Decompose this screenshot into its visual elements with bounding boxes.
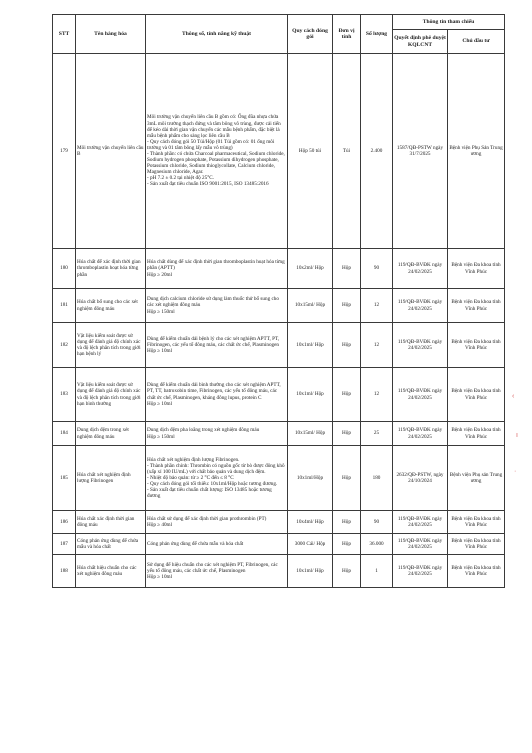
header-investor: Chủ đầu tư — [448, 30, 505, 54]
procurement-table — [52, 14, 505, 588]
spec-line: - Sản xuất đạt tiêu chuẩn ISO 9001:2015, ISO 13485:2016 — [147, 181, 269, 188]
spec-line: Hộp ≥ 10ml — [147, 348, 173, 355]
spec-line: Dung dịch đệm pha loãng trong xét nghiệm đông máu — [147, 427, 260, 434]
row-packing: 10x1ml/Hộp — [288, 446, 333, 511]
row-product-name: Hóa chất hiệu chuẩn cho các xét nghiệm đông máu — [76, 555, 146, 588]
spec-line: Hộp ≥ 40ml — [147, 522, 173, 528]
table-row — [53, 555, 505, 588]
row-specs — [146, 289, 288, 323]
row-investor: Bệnh viện Đa khoa tỉnh Vĩnh Phúc — [448, 422, 505, 446]
spec-line: Dùng để kiểm chuẩn dải bệnh lý cho các xét nghiệm APTT, PT, Fibrinogen, các yếu tố đông máu, các chất ức chế, Plasminogen — [147, 335, 280, 348]
row-specs — [146, 54, 288, 249]
row-product-name: Môi trường vận chuyển liên cầu B — [76, 54, 146, 249]
header-unit: Đơn vị tính — [333, 15, 361, 54]
row-quantity: 90 — [361, 511, 393, 534]
row-packing: 10x1ml/ Hộp — [288, 323, 333, 368]
table-row — [53, 249, 505, 289]
row-quantity: 12 — [361, 368, 393, 422]
row-investor: Bệnh viện Đa khoa tỉnh Vĩnh Phúc — [448, 511, 505, 534]
row-unit: Hộp — [333, 511, 361, 534]
row-product-name: Hóa chất xác định thời gian đông máu — [76, 511, 146, 534]
margin-mark-icon: ı — [516, 432, 518, 439]
spec-line: Hộp ≥ 150ml — [147, 433, 175, 440]
row-decision: 119/QĐ-BVĐK ngày 24/02/2025 — [393, 555, 448, 588]
table-row — [53, 446, 505, 511]
spec-line: - Quy cách đóng gói 50 Túi/Hộp (01 Túi gồm có: 01 ống môi trường và 01 tăm bông lấy mẫu vô trùng) — [147, 138, 275, 151]
row-stt: 187 — [53, 534, 76, 555]
spec-line: Hóa chất sử dụng để xác định thời gian prothrombin (PT) — [147, 515, 267, 522]
spec-line: Hóa chất xét nghiệm định lượng Fibrinogen. — [147, 456, 240, 463]
spec-line: Môi trường vận chuyển liên cầu B gồm có: Ống đũa nhựa chứa 3mL môi trường thạch đứng và tăm bông vô trùng, được cải tiến để kéo dài thời gian vận chuyển các mẫu bệnh phẩm, đặc biệt là mẫu bệnh phẩm cho sàng lọc liên cầu B — [147, 114, 281, 139]
header-packing: Quy cách đóng gói — [288, 15, 333, 54]
table-row — [53, 422, 505, 446]
row-stt: 188 — [53, 555, 76, 588]
table-row — [53, 289, 505, 323]
row-investor: Bệnh viện Đa khoa tỉnh Vĩnh Phúc — [448, 249, 505, 289]
spec-line: Cóng phản ứng dùng để chứa mẫu và hóa chất — [147, 540, 244, 547]
row-stt: 181 — [53, 289, 76, 323]
row-product-name: Vật liệu kiểm soát được sử dụng để đánh giá độ chính xác và độ lệch phân tích trong giới hạn bệnh lý — [76, 323, 146, 368]
table-body — [53, 54, 505, 588]
table-row — [53, 323, 505, 368]
spec-line: - Thành phần chính: Thrombin có nguồn gốc từ bò được đông khô (xấp xỉ 100 IU/mL) với chất bảo quản và dung dịch đệm. — [147, 462, 285, 475]
row-stt: 184 — [53, 422, 76, 446]
row-specs — [146, 422, 288, 446]
row-unit: Hộp — [333, 289, 361, 323]
row-stt: 183 — [53, 368, 76, 422]
row-specs — [146, 555, 288, 588]
header-stt: STT — [53, 15, 76, 54]
row-packing: 10x2ml/ Hộp — [288, 249, 333, 289]
row-stt: 180 — [53, 249, 76, 289]
row-unit: Hộp — [333, 368, 361, 422]
row-investor: Bệnh viện Đa khoa tỉnh Vĩnh Phúc — [448, 368, 505, 422]
header-specs: Thông số, tính năng kỹ thuật — [146, 15, 288, 54]
row-quantity: 2.400 — [361, 54, 393, 249]
row-decision: 2632/QĐ-PSTW, ngày 24/10/2024 — [393, 446, 448, 511]
row-product-name: Cóng phản ứng dùng để chứa mẫu và hóa chất — [76, 534, 146, 555]
header-decision: Quyết định phê duyệt KQLCNT — [393, 30, 448, 54]
row-product-name: Hóa chất xét nghiệm định lượng Fibrinogen — [76, 446, 146, 511]
spec-line: Dung dịch calcium chloride sử dụng làm thuốc thử bổ sung cho các xét nghiệm đông máu — [147, 296, 279, 309]
table-row — [53, 368, 505, 422]
row-decision: 119/QĐ-BVĐK ngày 24/02/2025 — [393, 511, 448, 534]
row-quantity: 25 — [361, 422, 393, 446]
row-decision: 119/QĐ-BVĐK ngày 24/02/2025 — [393, 534, 448, 555]
row-decision: 119/QĐ-BVĐK ngày 24/02/2025 — [393, 368, 448, 422]
table-row — [53, 511, 505, 534]
header-quantity: Số lượng — [361, 15, 393, 54]
row-investor: Bệnh viện Đa khoa tỉnh Vĩnh Phúc — [448, 534, 505, 555]
row-unit: Hộp — [333, 323, 361, 368]
row-specs — [146, 249, 288, 289]
row-unit: Hộp — [333, 555, 361, 588]
row-decision: 119/QĐ-BVĐK ngày 24/02/2025 — [393, 249, 448, 289]
header-product-name: Tên hàng hóa — [76, 15, 146, 54]
row-quantity: 12 — [361, 289, 393, 323]
row-unit: Hộp — [333, 534, 361, 555]
spec-line: Hộp ≥ 150ml — [147, 308, 175, 315]
row-quantity: 12 — [361, 323, 393, 368]
row-investor: Bệnh viện Phụ sản Trung ương — [448, 446, 505, 511]
row-unit: Hộp — [333, 446, 361, 511]
row-investor: Bệnh viện Đa khoa tỉnh Vĩnh Phúc — [448, 555, 505, 588]
margin-mark-icon: · — [514, 468, 517, 475]
row-packing: 10x15ml/ Hộp — [288, 422, 333, 446]
row-quantity: 1 — [361, 555, 393, 588]
table-row — [53, 54, 505, 249]
row-specs — [146, 511, 288, 534]
row-product-name: Hóa chất để xác định thời gian thromboplastin hoạt hóa từng phần — [76, 249, 146, 289]
spec-line: - Sản xuất đạt tiêu chuẩn chất lượng: ISO 13485 hoặc tương đương — [147, 487, 272, 500]
spec-line: - Nhiệt độ bảo quản: từ ≥ 2 °C đến ≤ 8 °C — [147, 474, 234, 481]
row-stt: 179 — [53, 54, 76, 249]
table-header — [53, 15, 505, 54]
row-decision: 119/QĐ-BVĐK ngày 24/02/2025 — [393, 289, 448, 323]
spec-line: Hộp ≥ 20ml — [147, 271, 173, 278]
row-stt: 185 — [53, 446, 76, 511]
row-decision: 119/QĐ-BVĐK ngày 24/02/2025 — [393, 422, 448, 446]
document-page — [52, 14, 504, 588]
row-packing: Hộp 50 túi — [288, 54, 333, 249]
spec-line: Hộp ≥ 10ml — [147, 574, 173, 581]
table-row — [53, 534, 505, 555]
row-packing: 10x15ml/ Hộp — [288, 289, 333, 323]
margin-mark-icon: ‹ — [512, 393, 515, 400]
row-product-name: Dung dịch đệm trong xét nghiệm đông máu — [76, 422, 146, 446]
row-packing: 3000 Cái/ Hộp — [288, 534, 333, 555]
row-quantity: 36.000 — [361, 534, 393, 555]
spec-line: Sử dụng để hiệu chuẩn cho các xét nghiệm PT, Fibrinogen, các yếu tố đông máu, các chất ức chế, Plasminogen — [147, 561, 278, 574]
spec-line: Hóa chất dùng để xác định thời gian thromboplastin hoạt hóa từng phần (APTT) — [147, 259, 285, 272]
spec-line: Dùng để kiểm chuẩn dải bình thường cho các xét nghiệm APTT, PT, TT, batroxobin time, Fibrinogen, các yếu tố đông máu, các chất ức chế, Plasminogen, kháng đông lupus, protein C — [147, 382, 281, 401]
row-investor: Bệnh viện Phụ Sản Trung ương — [448, 54, 505, 249]
row-stt: 186 — [53, 511, 76, 534]
row-product-name: Hóa chất bổ sung cho các xét nghiệm đông máu — [76, 289, 146, 323]
spec-line: - pH 7.2 ± 0.2 tại nhiệt độ 25°C. — [147, 175, 215, 182]
row-investor: Bệnh viện Đa khoa tỉnh Vĩnh Phúc — [448, 289, 505, 323]
row-specs — [146, 446, 288, 511]
row-packing: 10x4ml/ Hộp — [288, 511, 333, 534]
row-decision: 1587/QĐ-PSTW ngày 31/7/2025 — [393, 54, 448, 249]
row-investor: Bệnh viện Đa khoa tỉnh Vĩnh Phúc — [448, 323, 505, 368]
row-specs — [146, 323, 288, 368]
row-product-name: Vật liệu kiểm soát được sử dụng để đánh giá độ chính xác và độ lệch phân tích trong giới hạn bình thường — [76, 368, 146, 422]
row-quantity: 180 — [361, 446, 393, 511]
row-stt: 182 — [53, 323, 76, 368]
header-reference-group: Thông tin tham chiếu — [393, 15, 505, 30]
row-decision: 119/QĐ-BVĐK ngày 24/02/2025 — [393, 323, 448, 368]
row-specs — [146, 368, 288, 422]
row-unit: Túi — [333, 54, 361, 249]
spec-line: Hộp ≥ 10ml — [147, 400, 173, 407]
spec-line: - Quy cách đóng gói tối thiểu: 10x1ml/Hộp hoặc tương đương. — [147, 481, 278, 488]
spec-line: - Thành phần: có chứa Charcoal pharmaceutical, Sodium chloride, Sodium hydrogen phosphate, Potassium dihydrogen phosphate, Potassium chloride, Sodium thioglycollate, Calcium chloride, Magnesium chloride, Agar. — [147, 151, 285, 176]
row-quantity: 90 — [361, 249, 393, 289]
row-unit: Hộp — [333, 422, 361, 446]
row-packing: 10x1ml/ Hộp — [288, 368, 333, 422]
row-packing: 10x1ml/ Hộp — [288, 555, 333, 588]
row-specs — [146, 534, 288, 555]
row-unit: Hộp — [333, 249, 361, 289]
